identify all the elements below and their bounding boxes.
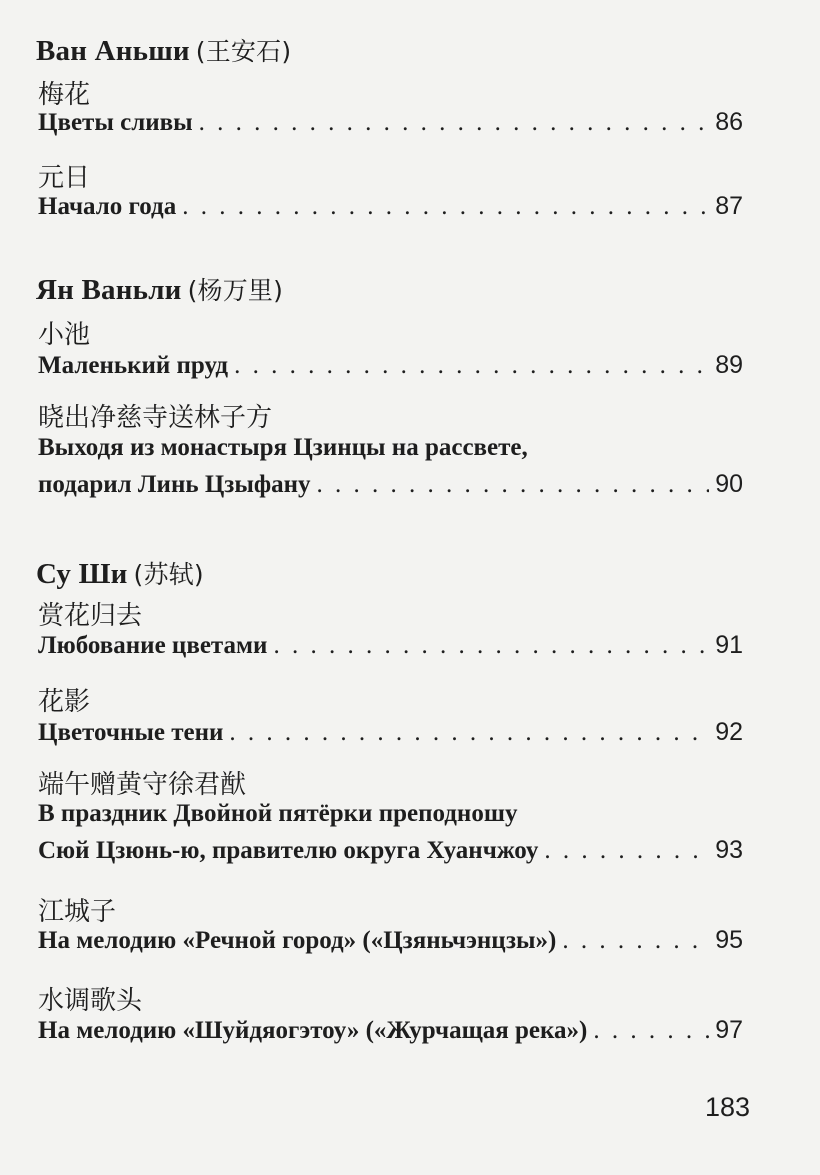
author-heading [36, 271, 283, 307]
toc-entry[interactable] [38, 1015, 743, 1046]
poem-title-russian-line1: Выходя из монастыря Цзинцы на рассвете, [38, 434, 528, 461]
poem-title-russian: Цветы сливы [38, 109, 193, 136]
poem-title-chinese: 梅花 [38, 80, 91, 110]
leader-dots [317, 470, 710, 500]
leader-dots [182, 192, 709, 222]
page-number: 183 [705, 1092, 751, 1122]
toc-entry[interactable] [38, 107, 743, 138]
poem-title-russian: На мелодию «Речной город» («Цзяньчэнцзы») [38, 927, 557, 954]
page-ref: 95 [715, 926, 743, 954]
poem-title-russian: Маленький пруд [38, 352, 229, 379]
poem-title-russian: Цветочные тени [38, 719, 224, 746]
author-name-chinese: (苏轼) [133, 560, 204, 589]
leader-dots [229, 718, 709, 748]
author-name: Су Ши [36, 558, 128, 590]
page-ref: 87 [715, 192, 743, 220]
toc-entry[interactable] [38, 630, 743, 661]
leader-dots [593, 1016, 709, 1046]
author-name: Ян Ваньли [36, 274, 182, 306]
leader-dots [562, 926, 709, 956]
poem-title-russian: На мелодию «Шуйдяогэтоу» («Журчащая река») [38, 1017, 588, 1044]
leader-dots [544, 836, 709, 866]
poem-title-russian-line1: В праздник Двойной пятёрки преподношу [38, 800, 518, 827]
page-ref: 89 [715, 351, 743, 379]
toc-entry[interactable] [38, 350, 743, 381]
poem-title-chinese: 晓出净慈寺送林子方 [38, 403, 273, 433]
toc-entry[interactable] [38, 925, 743, 956]
poem-title-chinese: 水调歌头 [38, 986, 143, 1016]
poem-title-chinese: 端午赠黄守徐君猷 [38, 770, 247, 800]
poem-title-chinese: 花影 [38, 687, 91, 717]
author-heading [36, 32, 291, 68]
author-name: Ван Аньши [36, 35, 190, 67]
poem-title-chinese: 赏花归去 [38, 601, 143, 631]
toc-entry[interactable] [38, 191, 743, 222]
poem-title-chinese: 元日 [38, 163, 91, 193]
page-ref: 86 [715, 108, 743, 136]
page-ref: 92 [715, 718, 743, 746]
leader-dots [273, 631, 709, 661]
author-heading [36, 555, 204, 591]
toc-entry[interactable] [38, 433, 743, 500]
poem-title-russian: подарил Линь Цзыфану [38, 471, 311, 498]
page-ref: 97 [715, 1016, 743, 1044]
author-name-chinese: (王安石) [195, 37, 292, 66]
poem-title-russian: Сюй Цзюнь-ю, правителю округа Хуанчжоу [38, 837, 539, 864]
author-name-chinese: (杨万里) [187, 276, 284, 305]
toc-entry[interactable] [38, 799, 743, 866]
poem-title-russian: Любование цветами [38, 632, 268, 659]
leader-dots [199, 108, 710, 138]
poem-title-chinese: 江城子 [38, 897, 117, 927]
poem-title-russian: Начало года [38, 193, 177, 220]
page-ref: 93 [715, 836, 743, 864]
toc-entry[interactable] [38, 717, 743, 748]
poem-title-chinese: 小池 [38, 320, 91, 350]
leader-dots [234, 351, 709, 381]
page-ref: 91 [715, 631, 743, 659]
page-ref: 90 [715, 470, 743, 498]
